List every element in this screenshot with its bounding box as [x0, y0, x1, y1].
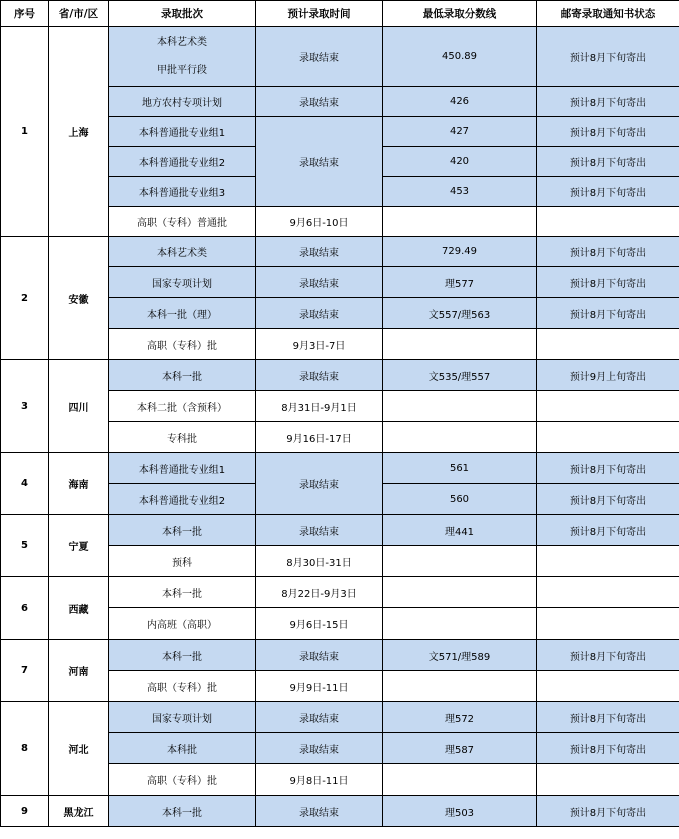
time-cell: 8月31日-9月1日: [256, 391, 383, 422]
time-cell: 9月6日-10日: [256, 207, 383, 237]
score-cell: 450.89: [383, 27, 537, 87]
status-cell: 预计8月下旬寄出: [537, 640, 679, 671]
header-region: 省/市/区: [49, 1, 109, 27]
row-number: 9: [1, 796, 49, 827]
status-cell: [537, 577, 679, 608]
time-cell: 8月30日-31日: [256, 546, 383, 577]
score-cell: 文535/理557: [383, 360, 537, 391]
score-cell: 560: [383, 484, 537, 515]
status-cell: 预计8月下旬寄出: [537, 796, 679, 827]
batch-cell: 本科一批: [109, 640, 256, 671]
header-batch: 录取批次: [109, 1, 256, 27]
score-cell: 理503: [383, 796, 537, 827]
status-cell: [537, 546, 679, 577]
batch-cell: 本科普通批专业组2: [109, 147, 256, 177]
time-cell: 录取结束: [256, 117, 383, 207]
score-cell: 426: [383, 87, 537, 117]
time-cell: 9月9日-11日: [256, 671, 383, 702]
score-cell: 理577: [383, 267, 537, 298]
batch-cell: 本科一批: [109, 577, 256, 608]
batch-cell: 国家专项计划: [109, 267, 256, 298]
status-cell: [537, 391, 679, 422]
status-cell: 预计8月下旬寄出: [537, 237, 679, 267]
status-cell: [537, 671, 679, 702]
status-cell: [537, 764, 679, 796]
batch-cell: 本科普通批专业组2: [109, 484, 256, 515]
batch-line: 甲批平行段: [157, 64, 207, 76]
status-cell: [537, 608, 679, 640]
status-cell: [537, 422, 679, 453]
score-cell: 文557/理563: [383, 298, 537, 329]
score-cell: [383, 608, 537, 640]
row-number: 5: [1, 515, 49, 577]
batch-cell: 高职（专科）批: [109, 764, 256, 796]
batch-cell: 本科二批（含预科）: [109, 391, 256, 422]
time-cell: 录取结束: [256, 87, 383, 117]
table-row: [1, 640, 679, 671]
header-row: [1, 1, 679, 27]
batch-cell: 高职（专科）批: [109, 329, 256, 360]
region-cell: 四川: [49, 360, 109, 453]
region-cell: 西藏: [49, 577, 109, 640]
status-cell: 预计8月下旬寄出: [537, 733, 679, 764]
region-cell: 上海: [49, 27, 109, 237]
header-num: 序号: [1, 1, 49, 27]
table-row: [1, 27, 679, 87]
status-cell: 预计9月上旬寄出: [537, 360, 679, 391]
time-cell: 录取结束: [256, 640, 383, 671]
batch-cell: 本科一批: [109, 515, 256, 546]
batch-cell: 专科批: [109, 422, 256, 453]
status-cell: 预计8月下旬寄出: [537, 87, 679, 117]
batch-cell: 本科普通批专业组3: [109, 177, 256, 207]
table-row: [1, 702, 679, 733]
time-cell: 录取结束: [256, 733, 383, 764]
batch-line: 本科艺术类: [157, 36, 207, 48]
score-cell: 理572: [383, 702, 537, 733]
table-row: [1, 577, 679, 608]
score-cell: 420: [383, 147, 537, 177]
time-cell: 录取结束: [256, 453, 383, 515]
score-cell: 561: [383, 453, 537, 484]
time-cell: 录取结束: [256, 515, 383, 546]
score-cell: 729.49: [383, 237, 537, 267]
row-number: 8: [1, 702, 49, 796]
batch-cell: 地方农村专项计划: [109, 87, 256, 117]
status-cell: 预计8月下旬寄出: [537, 484, 679, 515]
table-row: [1, 360, 679, 391]
header-status: 邮寄录取通知书状态: [537, 1, 679, 27]
time-cell: 录取结束: [256, 237, 383, 267]
status-cell: [537, 207, 679, 237]
status-cell: 预计8月下旬寄出: [537, 298, 679, 329]
score-cell: 理441: [383, 515, 537, 546]
header-score: 最低录取分数线: [383, 1, 537, 27]
row-number: 6: [1, 577, 49, 640]
row-number: 7: [1, 640, 49, 702]
table-row: [1, 453, 679, 484]
time-cell: 录取结束: [256, 796, 383, 827]
score-cell: 理587: [383, 733, 537, 764]
batch-cell: 本科一批: [109, 796, 256, 827]
time-cell: 录取结束: [256, 702, 383, 733]
table-row: [1, 515, 679, 546]
status-cell: 预计8月下旬寄出: [537, 27, 679, 87]
batch-cell: [109, 27, 256, 87]
score-cell: [383, 391, 537, 422]
time-cell: 录取结束: [256, 27, 383, 87]
score-cell: [383, 764, 537, 796]
status-cell: 预计8月下旬寄出: [537, 147, 679, 177]
table-row: [1, 237, 679, 267]
score-cell: [383, 577, 537, 608]
score-cell: [383, 207, 537, 237]
time-cell: 9月6日-15日: [256, 608, 383, 640]
time-cell: 录取结束: [256, 298, 383, 329]
region-cell: 河南: [49, 640, 109, 702]
status-cell: 预计8月下旬寄出: [537, 117, 679, 147]
row-number: 1: [1, 27, 49, 237]
status-cell: 预计8月下旬寄出: [537, 453, 679, 484]
batch-cell: 高职（专科）批: [109, 671, 256, 702]
batch-cell: 本科普通批专业组1: [109, 453, 256, 484]
status-cell: 预计8月下旬寄出: [537, 515, 679, 546]
region-cell: 黑龙江: [49, 796, 109, 827]
time-cell: 9月3日-7日: [256, 329, 383, 360]
row-number: 2: [1, 237, 49, 360]
score-cell: [383, 546, 537, 577]
status-cell: 预计8月下旬寄出: [537, 177, 679, 207]
region-cell: 安徽: [49, 237, 109, 360]
batch-cell: 本科批: [109, 733, 256, 764]
time-cell: 录取结束: [256, 267, 383, 298]
batch-cell: 本科一批（理）: [109, 298, 256, 329]
score-cell: [383, 329, 537, 360]
time-cell: 9月16日-17日: [256, 422, 383, 453]
batch-cell: 本科艺术类: [109, 237, 256, 267]
status-cell: 预计8月下旬寄出: [537, 702, 679, 733]
batch-cell: 国家专项计划: [109, 702, 256, 733]
status-cell: 预计8月下旬寄出: [537, 267, 679, 298]
row-number: 3: [1, 360, 49, 453]
region-cell: 宁夏: [49, 515, 109, 577]
score-cell: 453: [383, 177, 537, 207]
row-number: 4: [1, 453, 49, 515]
batch-cell: 内高班（高职）: [109, 608, 256, 640]
batch-cell: 预科: [109, 546, 256, 577]
header-time: 预计录取时间: [256, 1, 383, 27]
status-cell: [537, 329, 679, 360]
batch-cell: 本科一批: [109, 360, 256, 391]
table-row: [1, 796, 679, 827]
batch-cell: 高职（专科）普通批: [109, 207, 256, 237]
batch-cell: 本科普通批专业组1: [109, 117, 256, 147]
score-cell: 文571/理589: [383, 640, 537, 671]
time-cell: 8月22日-9月3日: [256, 577, 383, 608]
time-cell: 9月8日-11日: [256, 764, 383, 796]
time-cell: 录取结束: [256, 360, 383, 391]
region-cell: 海南: [49, 453, 109, 515]
score-cell: 427: [383, 117, 537, 147]
region-cell: 河北: [49, 702, 109, 796]
score-cell: [383, 671, 537, 702]
score-cell: [383, 422, 537, 453]
